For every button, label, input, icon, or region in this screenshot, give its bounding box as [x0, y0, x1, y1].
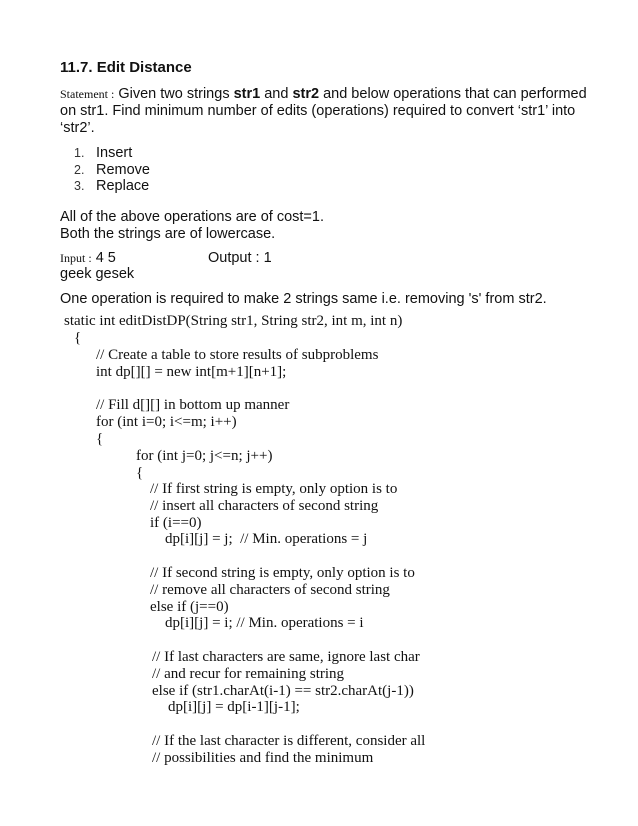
code-line: dp[i][j] = j; // Min. operations = j: [165, 531, 368, 547]
code-line: int dp[][] = new int[m+1][n+1];: [96, 364, 287, 380]
code-line: for (int j=0; j<=n; j++): [136, 448, 273, 464]
code-line: dp[i][j] = i; // Min. operations = i: [165, 615, 364, 631]
example-explanation: One operation is required to make 2 strings same i.e. removing 's' from str2.: [60, 291, 547, 307]
statement-line-3: ‘str2’.: [60, 120, 95, 136]
code-line: // and recur for remaining string: [152, 666, 345, 682]
section-title: 11.7. Edit Distance: [60, 59, 192, 76]
statement-line-1: Statement : Given two strings str1 and str2 and below operations that can performed: [60, 86, 587, 102]
code-line: {: [74, 330, 82, 346]
code-line: // Create a table to store results of subproblems: [96, 347, 379, 363]
operations-list: [74, 145, 150, 195]
str2-keyword: str2: [292, 86, 320, 102]
code-line: if (i==0): [150, 515, 202, 531]
note-lowercase: Both the strings are of lowercase.: [60, 226, 276, 242]
code-line: // Fill d[][] in bottom up manner: [96, 397, 290, 413]
statement-label: Statement :: [60, 87, 115, 101]
list-item: 3. Replace: [74, 178, 150, 194]
list-item: 2. Remove: [74, 161, 150, 178]
code-line: // remove all characters of second string: [150, 582, 390, 598]
code-line: // possibilities and find the minimum: [152, 750, 374, 766]
code-line: dp[i][j] = dp[i-1][j-1];: [168, 699, 300, 715]
code-line: for (int i=0; i<=m; i++): [96, 414, 237, 430]
code-line: {: [96, 431, 104, 447]
list-item: 1. Insert: [74, 145, 133, 161]
code-line: else if (str1.charAt(i-1) == str2.charAt(j-1)): [152, 683, 414, 699]
code-line: // If first string is empty, only option is to: [150, 481, 398, 497]
str1-keyword: str1: [233, 86, 261, 102]
code-line: // If the last character is different, consider all: [152, 733, 426, 749]
statement-line-2: on str1. Find minimum number of edits (operations) required to convert ‘str1’ into: [60, 103, 576, 119]
example-output: Output : 1: [208, 250, 272, 266]
code-line: {: [136, 465, 144, 481]
example-strings: geek gesek: [60, 266, 135, 282]
note-cost: All of the above operations are of cost=1.: [60, 209, 324, 225]
code-line: // insert all characters of second string: [150, 498, 379, 514]
code-line: else if (j==0): [150, 599, 229, 615]
example-input: Input : 4 5: [60, 250, 116, 266]
code-line: // If second string is empty, only option is to: [150, 565, 415, 581]
code-line: // If last characters are same, ignore last char: [152, 649, 420, 665]
code-line: static int editDistDP(String str1, String str2, int m, int n): [64, 313, 403, 329]
